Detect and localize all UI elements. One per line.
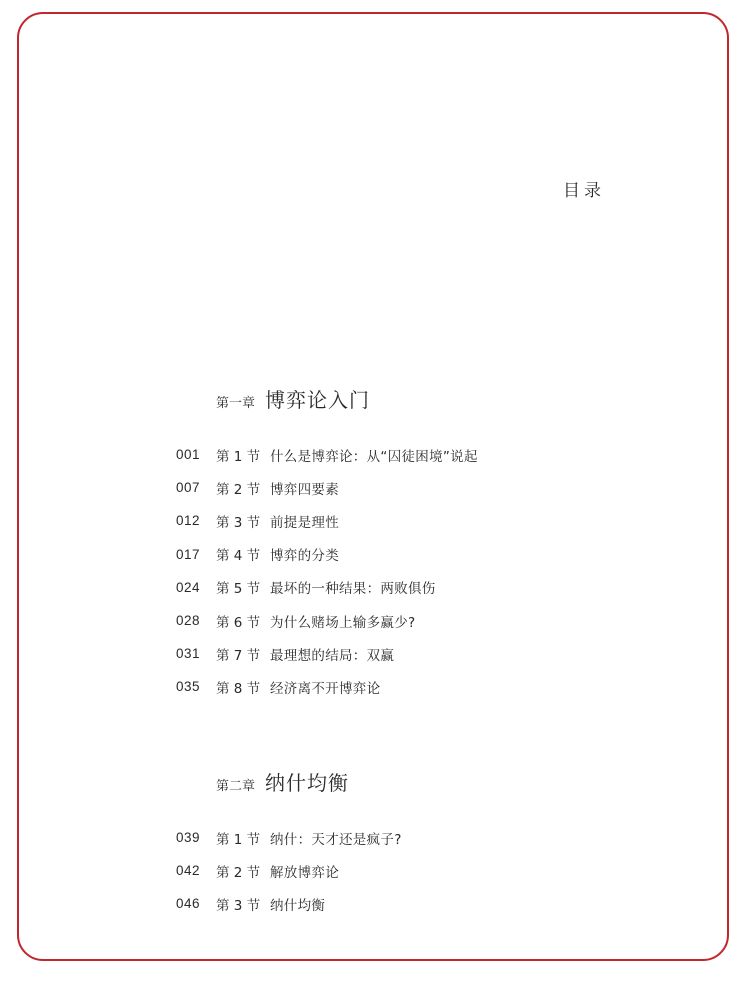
section-number: 第 2 节 [216, 864, 261, 881]
toc-entry[interactable] [176, 571, 478, 604]
page-number: 046 [176, 896, 201, 912]
section-number: 第 3 节 [216, 514, 261, 531]
page-number: 012 [176, 513, 201, 529]
section-title: 博弈的分类 [270, 548, 339, 565]
page-number: 001 [176, 447, 201, 463]
chapter-title: 纳什均衡 [265, 771, 350, 795]
section-title: 前提是理性 [270, 514, 339, 531]
section-title: 最理想的结局：双赢 [270, 647, 395, 664]
section-title: 纳什均衡 [270, 897, 326, 914]
toc-entry[interactable] [176, 887, 402, 920]
section-title: 最坏的一种结果：两败俱伤 [270, 581, 436, 598]
toc-entry[interactable] [176, 854, 402, 887]
section-list [176, 821, 402, 921]
chapter-number: 第二章 [216, 779, 256, 794]
toc-entry[interactable] [176, 604, 478, 637]
section-number: 第 3 节 [216, 897, 261, 914]
page-number: 007 [176, 480, 201, 496]
page-number: 035 [176, 679, 201, 695]
toc-entry[interactable] [176, 538, 478, 571]
section-title: 纳什：天才还是疯子? [270, 831, 402, 848]
section-title: 解放博弈论 [270, 864, 339, 881]
page-number: 039 [176, 830, 201, 846]
section-number: 第 7 节 [216, 647, 261, 664]
chapter-heading [216, 384, 370, 413]
section-list [176, 438, 478, 704]
toc-title: 目录 [563, 181, 605, 201]
page-number: 031 [176, 646, 201, 662]
chapter-heading [216, 767, 349, 796]
section-number: 第 1 节 [216, 448, 261, 465]
section-number: 第 2 节 [216, 481, 261, 498]
section-title: 博弈四要素 [270, 481, 339, 498]
toc-entry[interactable] [176, 471, 478, 504]
section-number: 第 1 节 [216, 831, 261, 848]
section-number: 第 5 节 [216, 581, 261, 598]
section-title: 什么是博弈论：从“囚徒困境”说起 [270, 448, 478, 465]
chapter-title: 博弈论入门 [265, 388, 371, 412]
toc-entry[interactable] [176, 438, 478, 471]
page-number: 028 [176, 613, 201, 629]
toc-entry[interactable] [176, 670, 478, 703]
page-number: 024 [176, 579, 201, 595]
section-number: 第 8 节 [216, 680, 261, 697]
section-number: 第 6 节 [216, 614, 261, 631]
chapter-number: 第一章 [216, 396, 256, 411]
section-number: 第 4 节 [216, 548, 261, 565]
section-title: 为什么赌场上输多赢少? [270, 614, 416, 631]
toc-entry[interactable] [176, 637, 478, 670]
toc-entry[interactable] [176, 504, 478, 537]
page-number: 017 [176, 546, 201, 562]
page-number: 042 [176, 863, 201, 879]
toc-entry[interactable] [176, 821, 402, 854]
section-title: 经济离不开博弈论 [270, 680, 381, 697]
